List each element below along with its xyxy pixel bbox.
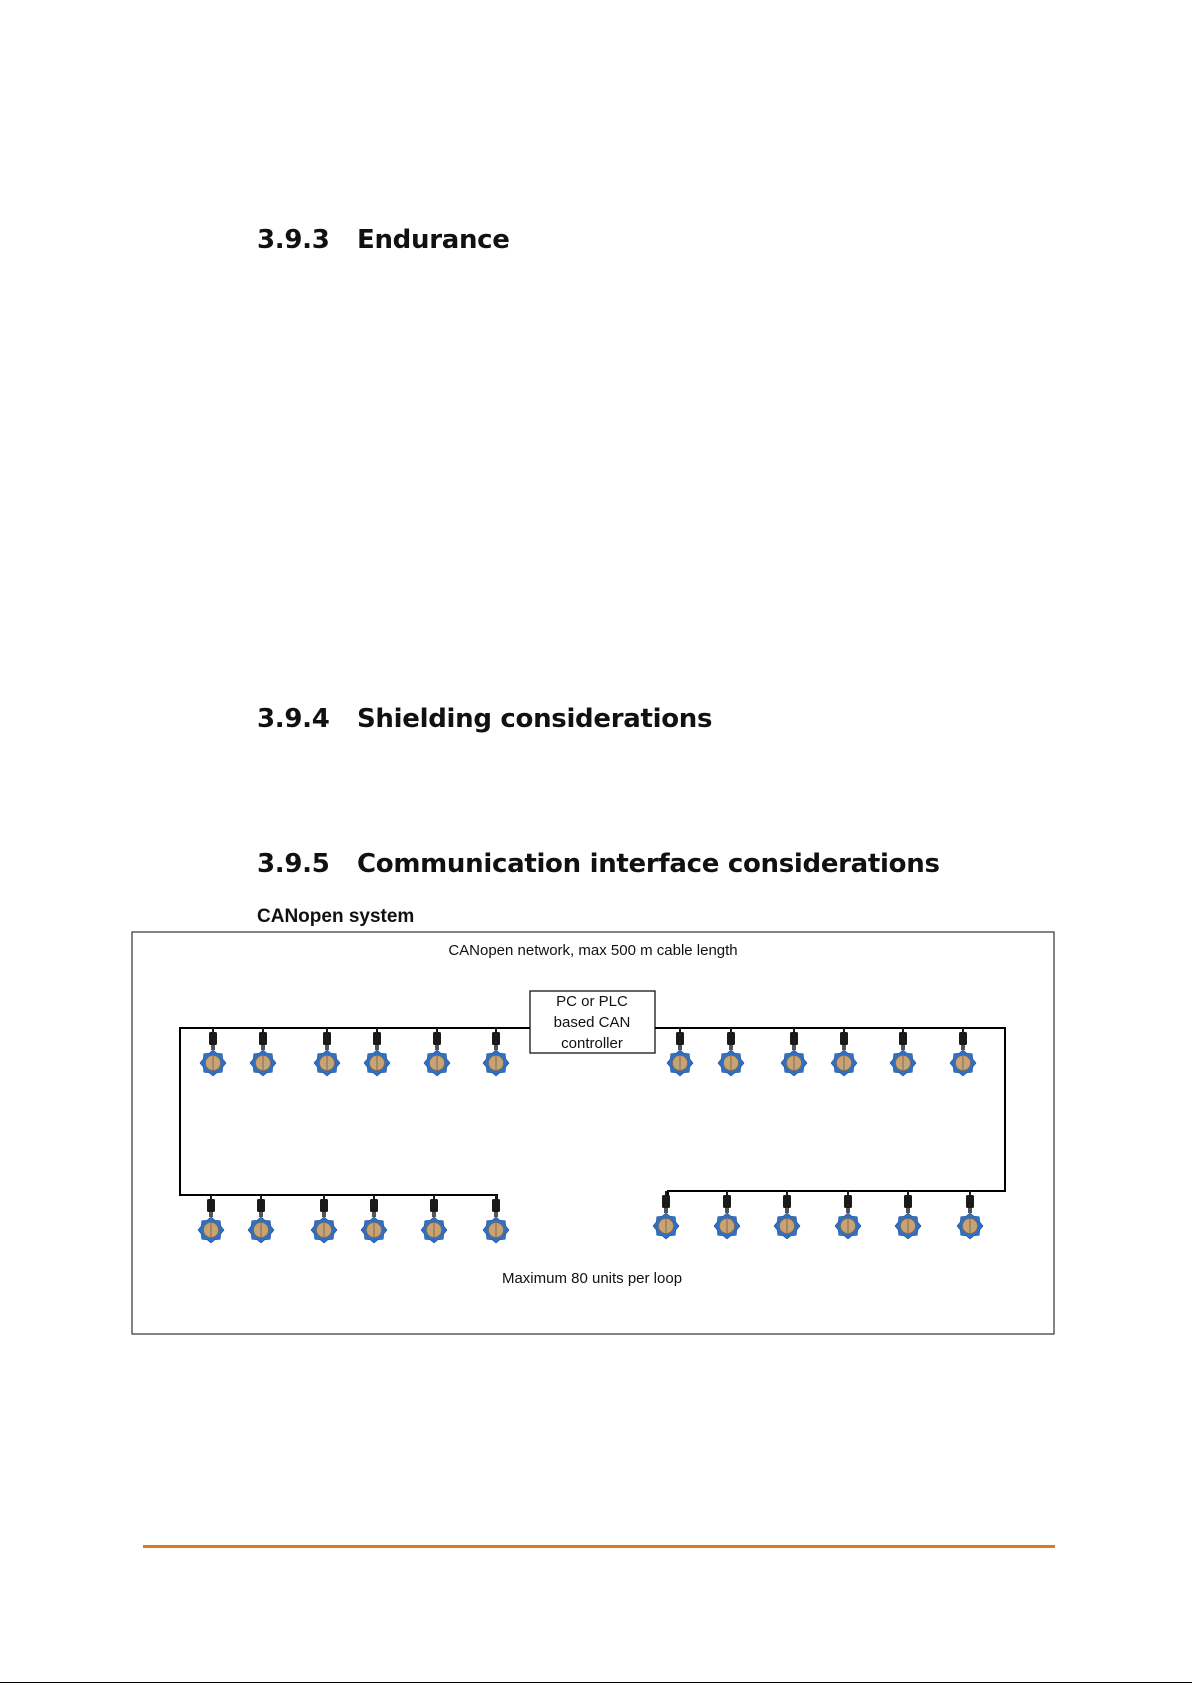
controller-label-line-3: controller [561, 1035, 623, 1052]
controller-label-line-1: PC or PLC [556, 993, 628, 1010]
section-number: 3.9.3 [257, 225, 330, 255]
footer-rule [143, 1545, 1055, 1548]
section-title: Endurance [357, 225, 510, 255]
page-bottom-rule [0, 1682, 1192, 1683]
controller-label-line-2: based CAN [553, 1014, 631, 1031]
section-number: 3.9.4 [257, 704, 330, 734]
network-label: CANopen network, max 500 m cable length [448, 942, 738, 959]
section-number: 3.9.5 [257, 849, 330, 879]
loop-label: Maximum 80 units per loop [501, 1270, 683, 1287]
section-title: Shielding considerations [357, 704, 713, 734]
subheading-canopen: CANopen system [257, 906, 415, 927]
section-title: Communication interface considerations [357, 849, 940, 879]
